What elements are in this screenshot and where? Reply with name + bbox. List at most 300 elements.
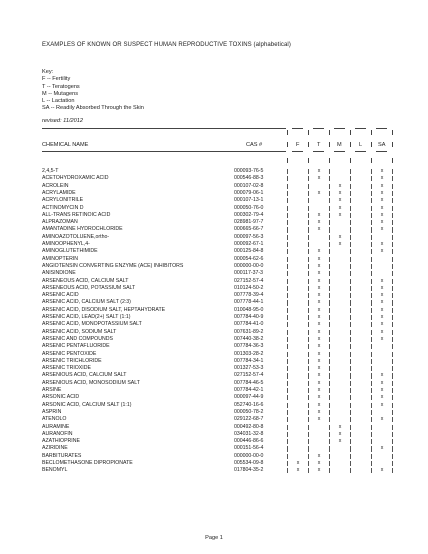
column-divider bbox=[329, 191, 330, 196]
chemical-name: ARSENIC ACID, DISODIUM SALT, HEPTAHYDRATE bbox=[42, 306, 166, 313]
header-divider bbox=[392, 130, 393, 135]
column-divider bbox=[371, 308, 372, 313]
chemical-name: ARSONIC ACID, CALCIUM SALT (1:1) bbox=[42, 401, 132, 408]
column-divider bbox=[308, 235, 309, 240]
column-divider bbox=[308, 344, 309, 349]
column-divider bbox=[287, 169, 288, 174]
chemical-name: ANGIOTENSIN CONVERTING ENZYME (ACE) INHIBITORS bbox=[42, 262, 184, 269]
column-divider bbox=[287, 227, 288, 232]
header-divider bbox=[371, 130, 372, 135]
chemical-name: AMINOGLUTETHIMIDE bbox=[42, 248, 98, 255]
column-divider bbox=[392, 235, 393, 240]
column-divider bbox=[308, 191, 309, 196]
column-divider bbox=[392, 425, 393, 430]
table-row bbox=[0, 197, 428, 204]
mark-t: x bbox=[317, 460, 321, 466]
column-divider bbox=[329, 403, 330, 408]
column-divider bbox=[371, 381, 372, 386]
column-divider bbox=[287, 198, 288, 203]
column-divider bbox=[392, 410, 393, 415]
column-divider bbox=[329, 337, 330, 342]
cas-number: 000492-80-8 bbox=[234, 423, 264, 430]
column-divider bbox=[350, 381, 351, 386]
column-divider bbox=[329, 220, 330, 225]
header-rule-bottom-l bbox=[355, 151, 366, 152]
chemical-name: ARSENIC PENTAFLUORIDE bbox=[42, 343, 110, 350]
cas-number: 000107-13-1 bbox=[234, 197, 264, 204]
column-divider bbox=[308, 373, 309, 378]
mark-t: x bbox=[317, 467, 321, 474]
column-divider bbox=[392, 315, 393, 320]
chemical-name: ALL-TRANS RETINOIC ACID bbox=[42, 211, 111, 218]
column-divider bbox=[371, 235, 372, 240]
header-divider bbox=[392, 142, 393, 147]
header-divider bbox=[350, 142, 351, 147]
cas-number: 000054-62-6 bbox=[234, 255, 264, 262]
column-divider bbox=[329, 330, 330, 335]
mark-sa: x bbox=[380, 248, 384, 255]
column-divider bbox=[329, 235, 330, 240]
column-divider bbox=[329, 322, 330, 327]
column-divider bbox=[350, 425, 351, 430]
column-divider bbox=[287, 191, 288, 196]
chemical-name: ACTINOMYCIN D bbox=[42, 204, 84, 211]
column-divider bbox=[308, 279, 309, 284]
cas-number: 007784-40-9 bbox=[234, 314, 264, 320]
column-divider bbox=[308, 417, 309, 422]
cas-number: 029122-68-7 bbox=[234, 416, 264, 423]
column-divider bbox=[392, 176, 393, 181]
header-divider bbox=[329, 158, 330, 163]
column-divider bbox=[350, 300, 351, 305]
cas-number: 000093-76-5 bbox=[234, 168, 264, 174]
header-rule-top-sa bbox=[376, 128, 387, 129]
mark-sa: x bbox=[380, 299, 384, 306]
column-divider bbox=[392, 381, 393, 386]
header-divider bbox=[308, 130, 309, 135]
column-divider bbox=[308, 286, 309, 291]
column-divider bbox=[287, 446, 288, 451]
chemical-name: ARSENEOUS ACID, CALCIUM SALT bbox=[42, 277, 129, 284]
column-divider bbox=[392, 352, 393, 357]
table-row bbox=[0, 205, 428, 212]
table-row bbox=[0, 190, 428, 197]
column-divider bbox=[287, 417, 288, 422]
mark-t: x bbox=[317, 219, 321, 226]
table-row bbox=[0, 241, 428, 248]
column-divider bbox=[287, 271, 288, 276]
mark-t: x bbox=[317, 226, 321, 233]
column-divider bbox=[392, 279, 393, 284]
chemical-name: ARSENIC ACID, MONOPOTASSIUM SALT bbox=[42, 321, 142, 328]
mark-m: x bbox=[338, 211, 342, 218]
column-divider bbox=[350, 417, 351, 422]
mark-sa: x bbox=[380, 284, 384, 291]
chemical-name: AMANTADINE HYDROCHLORIDE bbox=[42, 226, 123, 233]
column-divider bbox=[371, 206, 372, 211]
column-divider bbox=[308, 337, 309, 342]
column-divider bbox=[392, 191, 393, 196]
column-divider bbox=[287, 206, 288, 211]
column-header-sa: SA bbox=[378, 142, 386, 148]
cas-number: 007778-39-4 bbox=[234, 292, 264, 299]
column-divider bbox=[308, 264, 309, 269]
header-divider bbox=[392, 158, 393, 163]
column-divider bbox=[371, 359, 372, 364]
column-divider bbox=[371, 417, 372, 422]
column-divider bbox=[308, 410, 309, 415]
column-divider bbox=[350, 227, 351, 232]
column-divider bbox=[371, 330, 372, 335]
chemical-name: ACETOHYDROXAMIC ACID bbox=[42, 175, 109, 182]
mark-t: x bbox=[317, 262, 321, 269]
mark-t: x bbox=[317, 255, 321, 262]
column-divider bbox=[329, 169, 330, 174]
column-divider bbox=[329, 425, 330, 430]
key-legend bbox=[42, 69, 144, 113]
column-divider bbox=[329, 293, 330, 298]
chemical-name: ARSENIC ACID, CALCIUM SALT (2:3) bbox=[42, 299, 131, 306]
column-divider bbox=[287, 176, 288, 181]
column-divider bbox=[287, 220, 288, 225]
cas-number: 017804-35-2 bbox=[234, 467, 264, 474]
column-divider bbox=[392, 322, 393, 327]
mark-sa: x bbox=[380, 445, 384, 452]
header-divider bbox=[287, 158, 288, 163]
chemical-name: ARSENIC AND COMPOUNDS bbox=[42, 335, 113, 342]
cas-number: 000000-00-0 bbox=[234, 452, 264, 459]
column-divider bbox=[287, 461, 288, 466]
mark-sa: x bbox=[380, 394, 384, 401]
column-divider bbox=[287, 381, 288, 386]
column-divider bbox=[287, 184, 288, 189]
cas-number: 000546-88-3 bbox=[234, 175, 264, 182]
column-divider bbox=[308, 352, 309, 357]
column-divider bbox=[329, 388, 330, 393]
chemical-name: ARSENIOUS ACID, MONOSODIUM SALT bbox=[42, 379, 140, 386]
column-divider bbox=[308, 395, 309, 400]
table-row bbox=[0, 343, 428, 350]
column-divider bbox=[371, 425, 372, 430]
column-divider bbox=[287, 322, 288, 327]
column-divider bbox=[392, 198, 393, 203]
column-divider bbox=[350, 446, 351, 451]
column-divider bbox=[287, 344, 288, 349]
column-divider bbox=[392, 213, 393, 218]
chemical-name: AMINOPTERIN bbox=[42, 255, 79, 262]
column-header-l: L bbox=[359, 142, 363, 148]
column-divider bbox=[287, 308, 288, 313]
cas-number: 005534-09-8 bbox=[234, 460, 264, 466]
column-divider bbox=[371, 249, 372, 254]
mark-t: x bbox=[317, 284, 321, 291]
column-divider bbox=[371, 352, 372, 357]
column-divider bbox=[392, 439, 393, 444]
column-divider bbox=[308, 242, 309, 247]
column-divider bbox=[371, 468, 372, 473]
column-divider bbox=[392, 308, 393, 313]
chemical-name: ARSENIC ACID, LEAD(2+) SALT (1:1) bbox=[42, 314, 131, 320]
column-divider bbox=[329, 271, 330, 276]
column-divider bbox=[350, 330, 351, 335]
mark-sa: x bbox=[380, 182, 384, 189]
table-row bbox=[0, 424, 428, 431]
column-divider bbox=[308, 432, 309, 437]
cas-number: 000050-78-2 bbox=[234, 408, 264, 415]
chemical-name: 2,4,5-T bbox=[42, 168, 59, 174]
chemical-name: ATENOLO bbox=[42, 416, 67, 423]
column-divider bbox=[350, 352, 351, 357]
table-row bbox=[0, 365, 428, 372]
table-row bbox=[0, 219, 428, 226]
table-row bbox=[0, 168, 428, 175]
column-divider bbox=[329, 206, 330, 211]
column-divider bbox=[308, 308, 309, 313]
header-divider bbox=[287, 130, 288, 135]
column-divider bbox=[287, 330, 288, 335]
cas-number: 001303-28-2 bbox=[234, 350, 264, 357]
table-row bbox=[0, 351, 428, 358]
mark-t: x bbox=[317, 401, 321, 408]
column-divider bbox=[329, 315, 330, 320]
table-row bbox=[0, 263, 428, 270]
column-divider bbox=[287, 439, 288, 444]
cas-number: 000107-02-8 bbox=[234, 182, 264, 189]
column-divider bbox=[350, 359, 351, 364]
column-divider bbox=[350, 264, 351, 269]
mark-sa: x bbox=[380, 314, 384, 320]
chemical-name: ACRYLONITRILE bbox=[42, 197, 84, 204]
column-divider bbox=[308, 439, 309, 444]
revised-date: revised: 11/2012 bbox=[42, 118, 83, 124]
column-divider bbox=[371, 227, 372, 232]
column-divider bbox=[329, 300, 330, 305]
chemical-name: BECLOMETHASONE DIPROPIONATE bbox=[42, 460, 133, 466]
column-divider bbox=[371, 322, 372, 327]
column-divider bbox=[350, 198, 351, 203]
mark-t: x bbox=[317, 357, 321, 364]
header-divider bbox=[371, 158, 372, 163]
column-divider bbox=[371, 439, 372, 444]
column-divider bbox=[350, 315, 351, 320]
cas-number: 010124-50-2 bbox=[234, 284, 264, 291]
chemical-name: ACRYLAMIDE bbox=[42, 189, 76, 196]
column-header-t: T bbox=[317, 142, 321, 148]
table-row bbox=[0, 329, 428, 336]
mark-sa: x bbox=[380, 211, 384, 218]
header-rule-bottom-m bbox=[334, 151, 345, 152]
header-divider bbox=[350, 130, 351, 135]
column-divider bbox=[350, 308, 351, 313]
column-divider bbox=[329, 366, 330, 371]
column-divider bbox=[392, 454, 393, 459]
cas-number: 027152-57-4 bbox=[234, 372, 264, 379]
column-divider bbox=[287, 359, 288, 364]
column-divider bbox=[329, 381, 330, 386]
column-divider bbox=[287, 300, 288, 305]
chemical-name: ARSONIC ACID bbox=[42, 394, 80, 401]
table-row bbox=[0, 226, 428, 233]
mark-t: x bbox=[317, 452, 321, 459]
mark-sa: x bbox=[380, 372, 384, 379]
column-divider bbox=[308, 184, 309, 189]
column-divider bbox=[287, 373, 288, 378]
column-divider bbox=[392, 461, 393, 466]
table-row bbox=[0, 248, 428, 255]
mark-f: x bbox=[296, 460, 300, 466]
column-divider bbox=[392, 432, 393, 437]
table-row bbox=[0, 278, 428, 285]
column-divider bbox=[329, 249, 330, 254]
mark-m: x bbox=[338, 204, 342, 211]
mark-m: x bbox=[338, 438, 342, 445]
cas-number: 007784-41-0 bbox=[234, 321, 264, 328]
column-divider bbox=[392, 206, 393, 211]
mark-t: x bbox=[317, 372, 321, 379]
column-divider bbox=[329, 461, 330, 466]
cas-number: 007784-34-1 bbox=[234, 357, 264, 364]
column-divider bbox=[350, 169, 351, 174]
column-divider bbox=[329, 439, 330, 444]
cas-number: 007631-89-2 bbox=[234, 328, 264, 335]
column-divider bbox=[350, 257, 351, 262]
column-divider bbox=[329, 454, 330, 459]
column-divider bbox=[392, 373, 393, 378]
mark-m: x bbox=[338, 423, 342, 430]
chemical-name: AZIRIDINE bbox=[42, 445, 68, 452]
column-divider bbox=[308, 198, 309, 203]
column-divider bbox=[350, 279, 351, 284]
column-divider bbox=[350, 410, 351, 415]
column-divider bbox=[350, 432, 351, 437]
chemical-name: ARSENEOUS ACID, POTASSIUM SALT bbox=[42, 284, 136, 291]
column-divider bbox=[287, 279, 288, 284]
header-rule-top bbox=[42, 128, 286, 129]
column-divider bbox=[392, 359, 393, 364]
column-divider bbox=[371, 242, 372, 247]
cas-number: 000097-44-9 bbox=[234, 394, 264, 401]
column-divider bbox=[392, 264, 393, 269]
column-divider bbox=[350, 395, 351, 400]
chemical-name: AMINOAZOTOLUENE,ortho- bbox=[42, 233, 110, 240]
cas-number: 000097-56-3 bbox=[234, 233, 264, 240]
mark-sa: x bbox=[380, 175, 384, 182]
chemical-name: ARSENIC ACID bbox=[42, 292, 79, 299]
table-row bbox=[0, 307, 428, 314]
column-divider bbox=[392, 468, 393, 473]
cas-number: 007784-42-1 bbox=[234, 387, 264, 393]
key-heading: Key: bbox=[42, 69, 54, 75]
column-divider bbox=[329, 410, 330, 415]
mark-t: x bbox=[317, 328, 321, 335]
table-row bbox=[0, 394, 428, 401]
column-divider bbox=[329, 184, 330, 189]
column-divider bbox=[287, 293, 288, 298]
chemical-name: AURANOFIN bbox=[42, 430, 73, 437]
column-divider bbox=[329, 176, 330, 181]
mark-t: x bbox=[317, 168, 321, 174]
column-divider bbox=[308, 388, 309, 393]
mark-m: x bbox=[338, 197, 342, 204]
mark-m: x bbox=[338, 182, 342, 189]
chemical-name: AMINOOPHENYL,4- bbox=[42, 241, 90, 247]
column-divider bbox=[371, 403, 372, 408]
column-divider bbox=[287, 403, 288, 408]
column-divider bbox=[392, 403, 393, 408]
mark-sa: x bbox=[380, 328, 384, 335]
column-divider bbox=[308, 300, 309, 305]
table-row bbox=[0, 270, 428, 277]
column-divider bbox=[392, 337, 393, 342]
header-divider bbox=[350, 158, 351, 163]
header-divider bbox=[329, 130, 330, 135]
column-divider bbox=[392, 366, 393, 371]
column-divider bbox=[371, 395, 372, 400]
column-divider bbox=[371, 293, 372, 298]
mark-t: x bbox=[317, 387, 321, 393]
column-divider bbox=[350, 271, 351, 276]
chemical-name: AURAMINE bbox=[42, 423, 70, 430]
column-divider bbox=[308, 176, 309, 181]
column-divider bbox=[287, 388, 288, 393]
cas-number: 000117-37-3 bbox=[234, 270, 264, 277]
cas-number: 000079-06-1 bbox=[234, 189, 264, 196]
header-rule-top-l bbox=[355, 128, 366, 129]
column-divider bbox=[308, 169, 309, 174]
mark-t: x bbox=[317, 365, 321, 372]
column-divider bbox=[371, 344, 372, 349]
table-row bbox=[0, 438, 428, 445]
column-divider bbox=[371, 461, 372, 466]
cas-number: 007778-44-1 bbox=[234, 299, 264, 306]
column-divider bbox=[350, 220, 351, 225]
mark-t: x bbox=[317, 379, 321, 386]
table-row bbox=[0, 467, 428, 474]
column-divider bbox=[308, 446, 309, 451]
column-divider bbox=[350, 184, 351, 189]
mark-t: x bbox=[317, 408, 321, 415]
cas-number: 000446-86-6 bbox=[234, 438, 264, 445]
mark-t: x bbox=[317, 189, 321, 196]
mark-t: x bbox=[317, 306, 321, 313]
key-item-fertility: F -- Fertility bbox=[42, 76, 71, 83]
chemical-name: AZATHIOPRINE bbox=[42, 438, 80, 445]
column-divider bbox=[308, 322, 309, 327]
column-divider bbox=[308, 315, 309, 320]
column-divider bbox=[350, 337, 351, 342]
cas-number: 000000-00-0 bbox=[234, 262, 264, 269]
header-rule-top-f bbox=[292, 128, 303, 129]
column-divider bbox=[329, 344, 330, 349]
column-header-chemical-name: CHEMICAL NAME bbox=[42, 142, 89, 148]
mark-sa: x bbox=[380, 241, 384, 247]
page-number: Page 1 bbox=[205, 535, 223, 541]
column-divider bbox=[287, 395, 288, 400]
mark-t: x bbox=[317, 321, 321, 328]
mark-sa: x bbox=[380, 292, 384, 299]
column-divider bbox=[287, 315, 288, 320]
cas-number: 010048-95-0 bbox=[234, 306, 264, 313]
header-rule-bottom-f bbox=[292, 151, 303, 152]
mark-t: x bbox=[317, 299, 321, 306]
column-divider bbox=[392, 395, 393, 400]
column-divider bbox=[392, 293, 393, 298]
chemical-name: ARSENIC TRICHLORIDE bbox=[42, 357, 102, 364]
column-divider bbox=[350, 191, 351, 196]
header-rule-bottom bbox=[42, 151, 286, 152]
column-divider bbox=[329, 373, 330, 378]
column-divider bbox=[287, 468, 288, 473]
